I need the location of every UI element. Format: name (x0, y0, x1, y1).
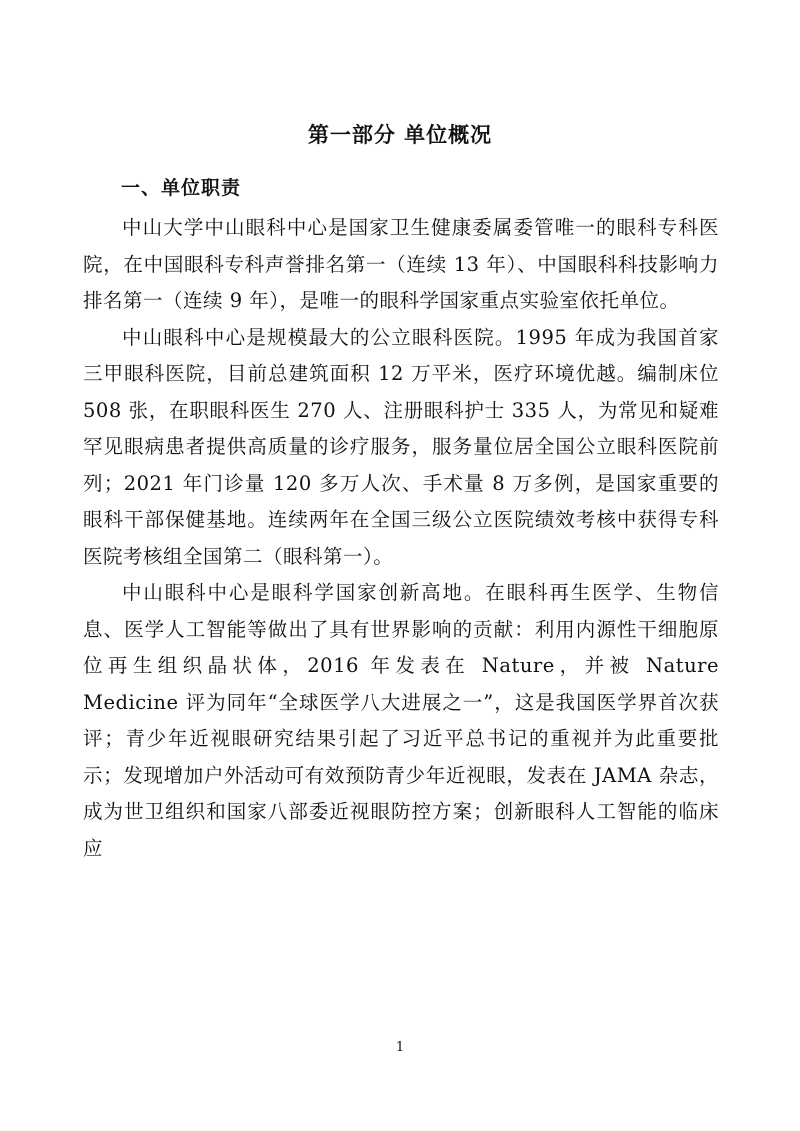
page-title: 第一部分 单位概况 (307, 123, 493, 147)
document-body (83, 210, 719, 867)
section-heading: 一、单位职责 (121, 177, 242, 199)
paragraph-1: 中山大学中山眼科中心是国家卫生健康委属委管唯一的眼科专科医院，在中国眼科专科声誉排名第一（连续 13 年）、中国眼科科技影响力排名第一（连续 9 年），是唯一的眼科学国家重点实验室依托单位。 (83, 216, 719, 312)
page-number: 1 (395, 1040, 405, 1055)
paragraph-2: 中山眼科中心是规模最大的公立眼科医院。1995 年成为我国首家三甲眼科医院，目前总建筑面积 12 万平米，医疗环境优越。编制床位 508 张，在职眼科医生 270 人、注册眼科护士 335 人，为常见和疑难罕见眼病患者提供高质量的诊疗服务，服务量位居全国公立眼科医院前列；2021 年门诊量 120 多万人次、手术量 8 万多例，是国家重要的眼科干部保健基地。连续两年在全国三级公立医院绩效考核中获得专科医院考核组全国第二（眼科第一）。 (83, 325, 719, 568)
paragraph-3: 中山眼科中心是眼科学国家创新高地。在眼科再生医学、生物信息、医学人工智能等做出了具有世界影响的贡献：利用内源性干细胞原位再生组织晶状体，2016 年发表在 Nature，并被 Nature Medicine 评为同年“全球医学八大进展之一”，这是我国医学界首次获评；青少年近视眼研究结果引起了习近平总书记的重视并为此重要批示；发现增加户外活动可有效预防青少年近视眼，发表在 JAMA 杂志，成为世卫组织和国家八部委近视眼防控方案；创新眼科人工智能的临床应 (83, 581, 719, 860)
